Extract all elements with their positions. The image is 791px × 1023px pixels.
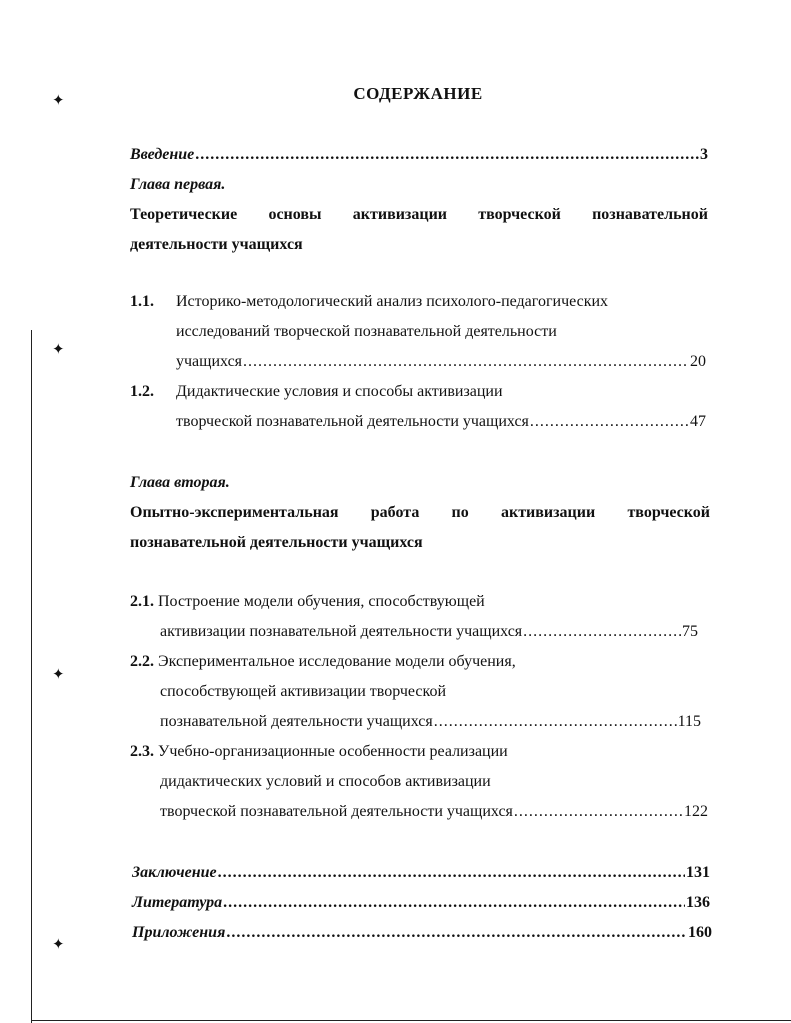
heading-word: основы xyxy=(268,206,322,223)
toc-section xyxy=(130,383,154,401)
section-number: 1.2. xyxy=(130,383,154,400)
section-number: 1.1. xyxy=(130,293,154,310)
toc-label: Заключение xyxy=(132,864,217,881)
leader-dots xyxy=(514,803,683,821)
section-number: 2.2. xyxy=(130,653,154,670)
toc-page-number: 47 xyxy=(690,413,706,430)
leader-dots xyxy=(523,623,681,641)
chapter-heading xyxy=(130,504,710,522)
heading-word: познавательной xyxy=(592,206,708,223)
margin-mark: ✦ xyxy=(52,342,65,358)
toc-label: Приложения xyxy=(132,924,226,941)
toc-page-number: 115 xyxy=(677,713,701,730)
leader-dots xyxy=(195,146,699,164)
heading-word: работа xyxy=(370,504,420,521)
toc-page-number: 75 xyxy=(682,623,698,640)
heading-word: Теоретические xyxy=(130,206,238,223)
heading-word: творческой xyxy=(478,206,561,223)
toc-section xyxy=(130,653,516,671)
toc-entry-literature xyxy=(132,894,710,912)
chapter-heading xyxy=(130,206,708,224)
section-line: творческой познавательной деятельности учащихся xyxy=(176,413,529,430)
toc-page-number: 20 xyxy=(690,353,706,370)
section-line: дидактических условий и способов активизации xyxy=(160,773,491,790)
section-line: Учебно-организационные особенности реализации xyxy=(158,743,508,760)
scan-edge-left xyxy=(31,330,32,1023)
chapter-label: Глава вторая. xyxy=(130,474,230,491)
toc-page-number: 160 xyxy=(688,924,712,941)
toc-entry-conclusion xyxy=(132,864,710,882)
toc-page-number: 122 xyxy=(684,803,708,820)
section-line: творческой познавательной деятельности учащихся xyxy=(160,803,513,820)
leader-dots xyxy=(218,864,685,882)
section-line: способствующей активизации творческой xyxy=(160,683,446,700)
chapter-label: Глава первая. xyxy=(130,176,226,193)
section-line: учащихся xyxy=(176,353,243,370)
scan-edge-bottom xyxy=(31,1020,791,1021)
leader-dots xyxy=(434,713,677,731)
toc-entry xyxy=(160,623,698,641)
chapter-heading-line2: деятельности учащихся xyxy=(130,236,303,253)
toc-page-number: 3 xyxy=(700,146,708,163)
section-line: активизации познавательной деятельности учащихся xyxy=(160,623,523,640)
section-line: Экспериментальное исследование модели обучения, xyxy=(158,653,516,670)
leader-dots xyxy=(243,353,689,371)
heading-word: творческой xyxy=(627,504,710,521)
toc-entry-appendix xyxy=(132,924,712,942)
toc-label: Литература xyxy=(132,894,223,911)
toc-entry xyxy=(176,413,706,431)
toc-page-number: 136 xyxy=(686,894,710,911)
section-line: Построение модели обучения, способствующей xyxy=(158,593,485,610)
chapter-heading-line2: познавательной деятельности учащихся xyxy=(130,534,423,551)
margin-mark: ✦ xyxy=(52,937,65,953)
leader-dots xyxy=(226,924,687,942)
leader-dots xyxy=(223,894,685,912)
section-line: познавательной деятельности учащихся xyxy=(160,713,433,730)
page-title: СОДЕРЖАНИЕ xyxy=(353,84,483,103)
section-line: Дидактические условия и способы активизации xyxy=(176,383,503,400)
toc-entry xyxy=(160,713,701,731)
toc-label: Введение xyxy=(130,146,195,163)
toc-entry-intro xyxy=(130,146,708,164)
section-line: исследований творческой познавательной деятельности xyxy=(176,323,557,340)
section-number: 2.3. xyxy=(130,743,154,760)
section-line: Историко-методологический анализ психолого-педагогических xyxy=(176,293,609,310)
toc-entry xyxy=(160,803,708,821)
margin-mark: ✦ xyxy=(52,93,65,109)
toc-section xyxy=(130,743,508,761)
heading-word: активизации xyxy=(500,504,596,521)
leader-dots xyxy=(530,413,689,431)
section-number: 2.1. xyxy=(130,593,154,610)
toc-section xyxy=(130,293,154,311)
margin-mark: ✦ xyxy=(52,667,65,683)
toc-page-number: 131 xyxy=(686,864,710,881)
toc-section xyxy=(130,593,485,611)
heading-word: Опытно-экспериментальная xyxy=(130,504,339,521)
heading-word: активизации xyxy=(352,206,448,223)
heading-word: по xyxy=(451,504,469,521)
toc-entry xyxy=(176,353,706,371)
